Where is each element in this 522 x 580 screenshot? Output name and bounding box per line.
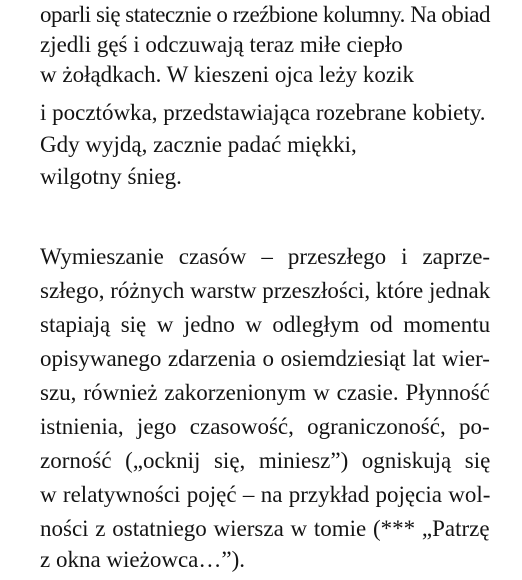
paragraph-line: Wymieszanie czasów – przeszłego i zaprze- xyxy=(40,244,491,269)
paragraph-line: istnienia, jego czasowość, ograniczoność, po- xyxy=(40,414,490,439)
poem-line: i pocztówka, przedstawiająca rozebrane kobiety. xyxy=(40,100,486,125)
poem-line: w żołądkach. W kieszeni ojca leży kozik xyxy=(40,62,415,87)
paragraph-line: szu, również zakorzenionym w czasie. Płynność xyxy=(40,380,490,405)
poem-line: zjedli gęś i odczuwają teraz miłe ciepło xyxy=(40,32,403,57)
poem-line: oparli się statecznie o rzeźbione kolumny. Na obiad xyxy=(40,2,490,27)
paragraph-line: opisywanego zdarzenia o osiemdziesiąt lat wier- xyxy=(40,346,490,371)
paragraph-line: szłego, różnych warstw przeszłości, które jednak xyxy=(40,278,491,303)
paragraph-line: z okna wieżowca…”). xyxy=(40,547,245,572)
paragraph-line: w relatywności pojęć – na przykład pojęcia wol- xyxy=(40,482,491,507)
paragraph-line: stapiają się w jedno w odległym od momentu xyxy=(40,312,491,337)
paragraph-line: ności z ostatniego wiersza w tomie (*** „Patrzę xyxy=(40,516,490,541)
poem-line: wilgotny śnieg. xyxy=(40,164,182,189)
poem-line: Gdy wyjdą, zacznie padać miękki, xyxy=(40,132,357,157)
paragraph-line: zorność („ocknij się, miniesz”) ogniskują się xyxy=(40,448,491,473)
